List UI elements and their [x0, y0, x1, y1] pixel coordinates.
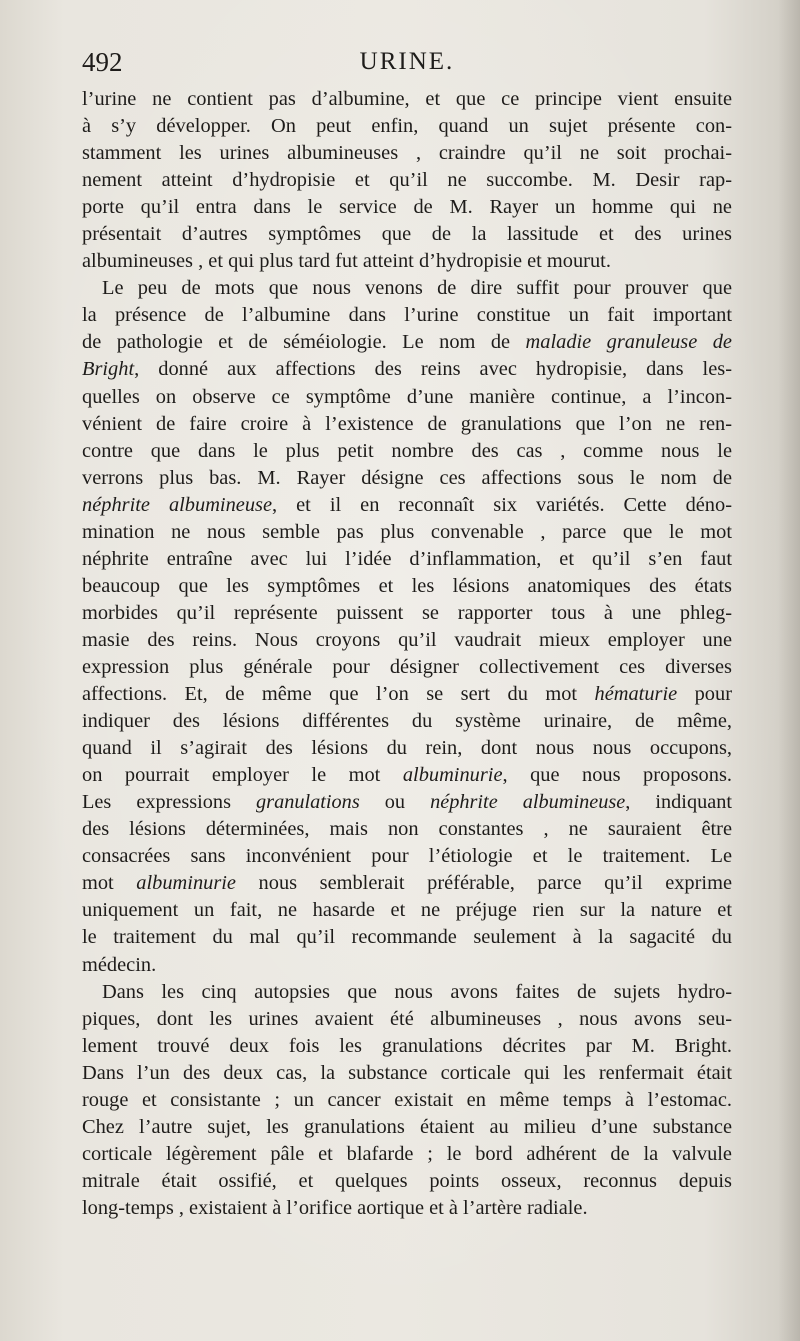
text-line: indiquer des lésions différentes du système urinaire, de même, [82, 710, 732, 733]
text-line: porte qu’il entra dans le service de M. Rayer un homme qui ne [82, 196, 732, 219]
text-line: albumineuses , et qui plus tard fut atteint d’hydropisie et mourut. [82, 250, 611, 273]
text-line: rouge et consistante ; un cancer existait en même temps à l’estomac. [82, 1088, 732, 1111]
paragraph-first-line: Dans les cinq autopsies que nous avons faites de sujets hydro- [102, 980, 732, 1003]
text-line: Dans l’un des deux cas, la substance corticale qui les renfermait était [82, 1061, 732, 1084]
text-line [82, 762, 732, 789]
text-line: long-temps , existaient à l’orifice aortique et à l’artère radiale. [82, 1196, 588, 1219]
text-run: nous semblerait préférable, parce qu’il exprime [235, 872, 732, 895]
text-line [82, 789, 732, 816]
text-line: l’urine ne contient pas d’albumine, et que ce principe vient ensuite [82, 88, 732, 110]
text-line [82, 681, 732, 708]
text-run: mot [82, 872, 137, 895]
running-head: URINE. [359, 48, 455, 75]
text-run: , donné aux affections des reins avec hydropisie, dans les- [134, 358, 732, 381]
text-line: expression plus générale pour désigner collectivement ces diverses [82, 655, 732, 678]
text-run: pour [677, 683, 732, 706]
italic-term: albuminurie [402, 764, 503, 787]
text-line: verrons plus bas. M. Rayer désigne ces affections sous le nom de [82, 466, 732, 489]
page-edge-shadow [778, 0, 800, 1341]
text-line: mitrale était ossifié, et quelques points osseux, reconnus depuis [82, 1169, 732, 1192]
italic-term: Bright [82, 358, 135, 381]
italic-term: néphrite albumineuse [430, 791, 626, 814]
text-line: morbides qu’il représente puissent se rapporter tous à une phleg- [82, 601, 732, 624]
text-line: néphrite entraîne avec lui l’idée d’inflammation, et qu’il s’en faut [82, 547, 732, 570]
text-line: vénient de faire croire à l’existence de granulations que l’on ne ren- [82, 412, 732, 435]
paragraph-first-line: Le peu de mots que nous venons de dire suffit pour prouver que [102, 277, 732, 300]
text-run: , que nous proposons. [502, 764, 732, 787]
text-run: affections. Et, de même que l’on se sert du mot [82, 683, 595, 706]
text-line: quelles on observe ce symptôme d’une manière continue, a l’incon- [82, 385, 732, 408]
text-line: à s’y développer. On peut enfin, quand un sujet présente con- [82, 115, 732, 138]
page-number: 492 [82, 47, 123, 77]
text-line: contre que dans le plus petit nombre des cas , comme nous le [82, 439, 732, 462]
text-line [82, 492, 732, 519]
italic-term: hématurie [594, 683, 678, 706]
text-line: lement trouvé deux fois les granulations décrites par M. Bright. [82, 1034, 732, 1057]
text-run: , et il en reconnaît six variétés. Cette déno- [272, 493, 732, 516]
italic-term: néphrite albumineuse [82, 493, 273, 516]
text-line: piques, dont les urines avaient été albumineuses , nous avons seu- [82, 1007, 732, 1030]
text-line: stamment les urines albumineuses , craindre qu’il ne soit prochai- [82, 142, 732, 165]
body-text [82, 86, 732, 1222]
italic-term: maladie granuleuse de [525, 331, 732, 354]
text-run: on pourrait employer le mot [82, 764, 403, 787]
text-line: la présence de l’albumine dans l’urine constitue un fait important [82, 304, 732, 327]
text-line [82, 356, 732, 383]
italic-term: albuminurie [136, 872, 236, 895]
text-line: beaucoup que les symptômes et les lésions anatomiques des états [82, 574, 732, 597]
text-run: Les expressions [82, 791, 257, 814]
text-line: médecin. [82, 953, 157, 976]
text-line [82, 329, 732, 356]
text-line: nement atteint d’hydropisie et qu’il ne succombe. M. Desir rap- [82, 169, 732, 192]
text-run: , indiquant [625, 791, 732, 814]
text-line: masie des reins. Nous croyons qu’il vaudrait mieux employer une [82, 628, 732, 651]
italic-term: granulations [256, 791, 360, 814]
text-line: le traitement du mal qu’il recommande seulement à la sagacité du [82, 926, 732, 949]
text-run: ou [359, 791, 431, 814]
text-line: Chez l’autre sujet, les granulations étaient au milieu d’une substance [82, 1115, 732, 1138]
text-line: quand il s’agirait des lésions du rein, dont nous nous occupons, [82, 737, 732, 760]
text-line: présentait d’autres symptômes que de la lassitude et des urines [82, 223, 732, 246]
text-line: des lésions déterminées, mais non constantes , ne sauraient être [82, 818, 732, 841]
text-line: consacrées sans inconvénient pour l’étiologie et le traitement. Le [82, 845, 732, 868]
text-line: uniquement un fait, ne hasarde et ne préjuge rien sur la nature et [82, 899, 732, 922]
text-line: corticale légèrement pâle et blafarde ; le bord adhérent de la valvule [82, 1142, 732, 1165]
page-header [82, 44, 732, 84]
text-line [82, 870, 732, 897]
text-run: de pathologie et de séméiologie. Le nom de [82, 331, 526, 354]
text-line: mination ne nous semble pas plus convenable , parce que le mot [82, 520, 732, 543]
